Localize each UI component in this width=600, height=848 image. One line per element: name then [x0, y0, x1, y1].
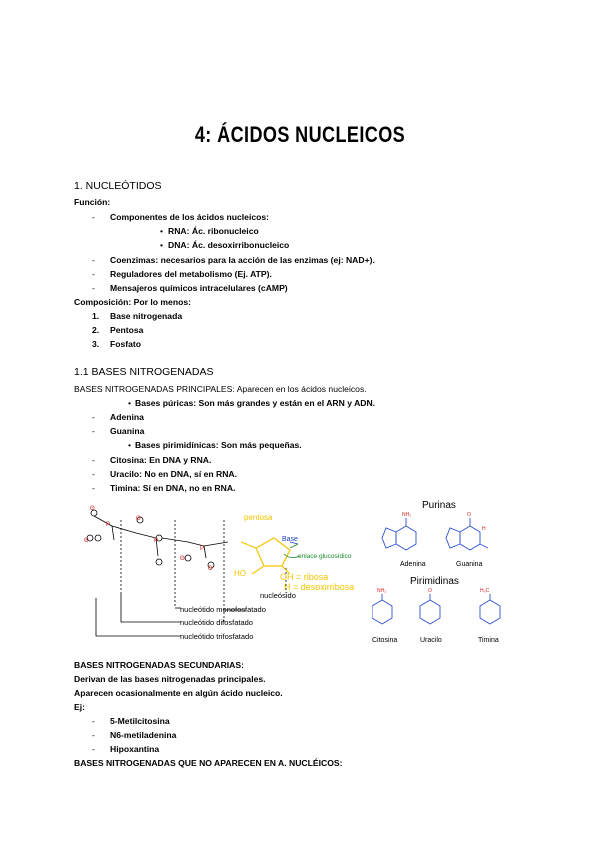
dash-marker: -	[92, 469, 95, 479]
list-item: Timina: Sí en DNA, no en RNA.	[110, 483, 236, 493]
bases-principales-text: BASES NITROGENADAS PRINCIPALES: Aparecen en los ácidos nucleicos.	[74, 384, 367, 394]
list-item: N6-metiladenina	[110, 730, 177, 740]
svg-text:Θ: Θ	[180, 556, 185, 562]
dash-marker: -	[92, 212, 95, 222]
dash-marker: -	[92, 744, 95, 754]
list-item: Mensajeros químicos intracelulares (cAMP)	[110, 283, 288, 293]
citosina-label: Citosina	[372, 637, 398, 644]
list-item: Componentes de los ácidos nucleicos:	[110, 212, 270, 222]
svg-text:P: P	[106, 522, 111, 528]
adenina-label: Adenina	[400, 561, 426, 568]
ribosa-label: OH = ribosa	[280, 572, 329, 582]
dash-marker: -	[92, 455, 95, 465]
composicion-label: Composición: Por lo menos:	[74, 297, 191, 307]
sub-list-item: DNA: Ác. desoxirribonucleico	[168, 240, 290, 250]
page-title: 4: ÁCIDOS NUCLEICOS	[194, 122, 406, 147]
list-item: Reguladores del metabolismo (Ej. ATP).	[110, 269, 272, 279]
ho-label: HO	[234, 569, 246, 578]
bullet-marker: •	[160, 240, 164, 250]
pentosa-label: pentosa	[244, 513, 273, 522]
list-item: Guanina	[110, 426, 145, 436]
list-item: 5-Metilcitosina	[110, 716, 170, 726]
svg-text:H: H	[482, 526, 486, 532]
svg-text:Θ: Θ	[208, 566, 213, 572]
list-item: Adenina	[110, 412, 144, 422]
number-marker: 3.	[92, 339, 100, 349]
numbered-item: Base nitrogenada	[110, 311, 183, 321]
monofosfatado-label: nucleótido monofosfatado	[180, 605, 266, 614]
svg-text:NH₂: NH₂	[377, 588, 387, 594]
svg-text:Θ: Θ	[84, 538, 89, 544]
list-item: Uracilo: No en DNA, sí en RNA.	[110, 469, 238, 479]
uracilo-label: Uracilo	[420, 637, 442, 644]
nucleotide-structure-figure	[76, 498, 376, 646]
dash-marker: -	[92, 255, 95, 265]
svg-text:H₃C: H₃C	[480, 588, 490, 594]
bullet-marker: •	[160, 226, 164, 236]
svg-text:O: O	[428, 588, 432, 594]
ej-label: Ej:	[74, 702, 85, 712]
svg-text:Θ: Θ	[90, 506, 95, 512]
bases-secundarias-heading: BASES NITROGENADAS SECUNDARIAS:	[74, 660, 244, 670]
svg-text:P: P	[154, 538, 159, 544]
no-aparecen-heading: BASES NITROGENADAS QUE NO APARECEN EN A. NUCLÉICOS:	[74, 758, 343, 768]
number-marker: 1.	[92, 311, 100, 321]
bases-structure-figure	[372, 496, 542, 646]
dash-marker: -	[92, 483, 95, 493]
timina-label: Timina	[478, 637, 499, 644]
svg-text:P: P	[200, 546, 205, 552]
dash-marker: -	[92, 716, 95, 726]
bullet-marker: •	[128, 440, 132, 450]
difosfatado-label: nucleótido difosfatado	[180, 618, 253, 627]
dash-marker: -	[92, 269, 95, 279]
trifosfatado-label: nucleótido trifosfatado	[180, 632, 254, 641]
numbered-item: Fosfato	[110, 339, 142, 349]
list-item: Citosina: En DNA y RNA.	[110, 455, 212, 465]
guanina-label: Guanina	[456, 561, 483, 568]
bases-puricas-text: Bases púricas: Son más grandes y están en el ARN y ADN.	[135, 398, 376, 408]
pirimidinas-label: Pirimidinas	[410, 576, 459, 587]
dash-marker: -	[92, 283, 95, 293]
dash-marker: -	[92, 730, 95, 740]
bullet-marker: •	[128, 398, 132, 408]
aparecen-text: Aparecen ocasionalmente en algún ácido nucleico.	[74, 688, 283, 698]
enlace-glucosidico-label: enlace glucosídico	[298, 553, 352, 560]
nucleosido-label: nucleósido	[260, 591, 296, 600]
list-item: Hipoxantina	[110, 744, 160, 754]
numbered-item: Pentosa	[110, 325, 144, 335]
svg-text:NH₂: NH₂	[402, 512, 412, 518]
dash-marker: -	[92, 412, 95, 422]
derivan-text: Derivan de las bases nitrogenadas principales.	[74, 674, 266, 684]
section-heading-nucleotidos: 1. NUCLEÓTIDOS	[74, 180, 162, 192]
number-marker: 2.	[92, 325, 100, 335]
svg-text:Θ: Θ	[136, 516, 141, 522]
dash-marker: -	[92, 426, 95, 436]
base-label: Base	[282, 536, 298, 543]
purinas-label: Purinas	[422, 500, 456, 511]
section-heading-bases: 1.1 BASES NITROGENADAS	[74, 366, 214, 378]
funcion-label: Función:	[74, 197, 111, 207]
sub-list-item: RNA: Ác. ribonucleico	[168, 226, 259, 236]
bases-pirimidinicas-text: Bases pirimidínicas: Son más pequeñas.	[135, 440, 302, 450]
list-item: Coenzimas: necesarios para la acción de las enzimas (ej: NAD+).	[110, 255, 375, 265]
desoxirribosa-label: H = desoxirribosa	[284, 582, 355, 592]
svg-text:O: O	[467, 512, 471, 518]
